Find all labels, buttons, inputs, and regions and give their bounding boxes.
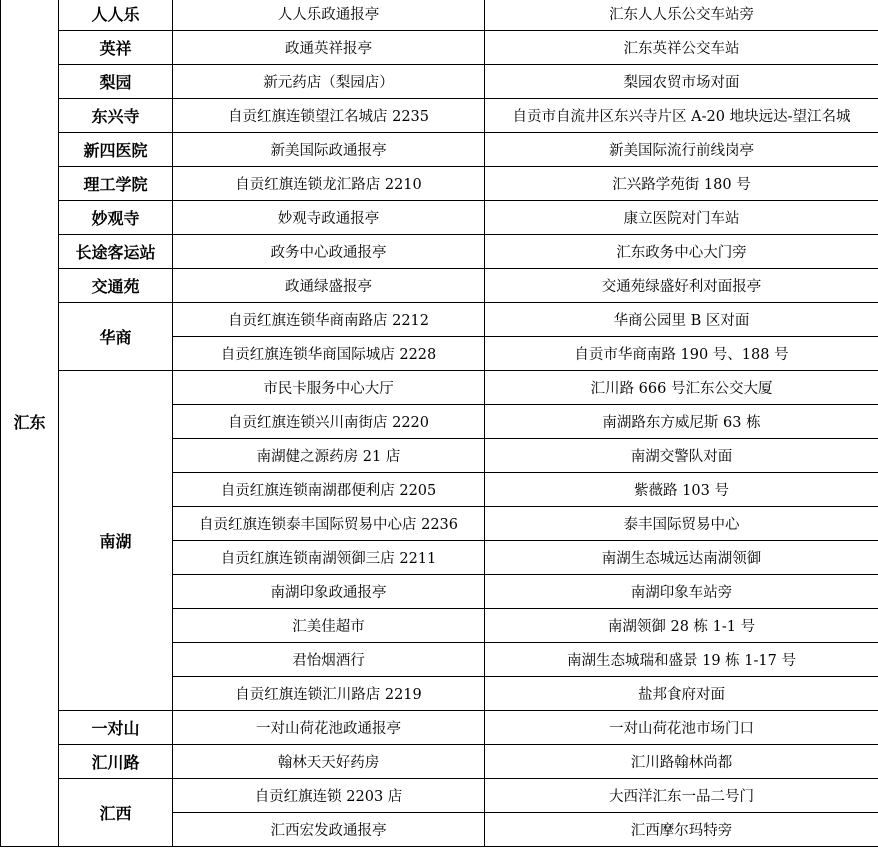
shop-cell: 自贡红旗连锁泰丰国际贸易中心店 2236 <box>173 507 485 541</box>
table-row <box>1 167 878 201</box>
area-cell: 长途客运站 <box>59 235 173 269</box>
table-row <box>1 779 878 813</box>
shop-cell: 自贡红旗连锁 2203 店 <box>173 779 485 813</box>
table-row <box>1 201 878 235</box>
table-row <box>1 235 878 269</box>
shop-cell: 政通英祥报亭 <box>173 31 485 65</box>
address-cell: 汇东政务中心大门旁 <box>485 235 878 269</box>
area-cell: 南湖 <box>59 371 173 711</box>
shop-cell: 人人乐政通报亭 <box>173 0 485 31</box>
outlet-table-body <box>1 0 878 847</box>
shop-cell: 自贡红旗连锁兴川南街店 2220 <box>173 405 485 439</box>
address-cell: 南湖生态城瑞和盛景 19 栋 1-17 号 <box>485 643 878 677</box>
area-cell: 交通苑 <box>59 269 173 303</box>
address-cell: 南湖印象车站旁 <box>485 575 878 609</box>
table-row <box>1 31 878 65</box>
address-cell: 汇东英祥公交车站 <box>485 31 878 65</box>
address-cell: 盐邦食府对面 <box>485 677 878 711</box>
table-row <box>1 0 878 31</box>
shop-cell: 市民卡服务中心大厅 <box>173 371 485 405</box>
shop-cell: 新美国际政通报亭 <box>173 133 485 167</box>
shop-cell: 自贡红旗连锁华商国际城店 2228 <box>173 337 485 371</box>
shop-cell: 汇美佳超市 <box>173 609 485 643</box>
table-row <box>1 269 878 303</box>
area-cell: 新四医院 <box>59 133 173 167</box>
address-cell: 汇兴路学苑街 180 号 <box>485 167 878 201</box>
shop-cell: 自贡红旗连锁汇川路店 2219 <box>173 677 485 711</box>
area-cell: 汇川路 <box>59 745 173 779</box>
shop-cell: 自贡红旗连锁华商南路店 2212 <box>173 303 485 337</box>
address-cell: 南湖领御 28 栋 1-1 号 <box>485 609 878 643</box>
area-cell: 梨园 <box>59 65 173 99</box>
table-row <box>1 133 878 167</box>
area-cell: 英祥 <box>59 31 173 65</box>
shop-cell: 翰林天天好药房 <box>173 745 485 779</box>
shop-cell: 自贡红旗连锁南湖郡便利店 2205 <box>173 473 485 507</box>
address-cell: 汇川路 666 号汇东公交大厦 <box>485 371 878 405</box>
address-cell: 自贡市华商南路 190 号、188 号 <box>485 337 878 371</box>
address-cell: 南湖交警队对面 <box>485 439 878 473</box>
table-row <box>1 65 878 99</box>
table-row <box>1 303 878 337</box>
address-cell: 泰丰国际贸易中心 <box>485 507 878 541</box>
address-cell: 新美国际流行前线岗亭 <box>485 133 878 167</box>
address-cell: 紫薇路 103 号 <box>485 473 878 507</box>
area-cell: 汇西 <box>59 779 173 847</box>
address-cell: 南湖路东方威尼斯 63 栋 <box>485 405 878 439</box>
address-cell: 汇川路翰林尚都 <box>485 745 878 779</box>
shop-cell: 君怡烟酒行 <box>173 643 485 677</box>
address-cell: 梨园农贸市场对面 <box>485 65 878 99</box>
area-cell: 东兴寺 <box>59 99 173 133</box>
address-cell: 交通苑绿盛好利对面报亭 <box>485 269 878 303</box>
table-row <box>1 371 878 405</box>
shop-cell: 汇西宏发政通报亭 <box>173 813 485 847</box>
area-cell: 华商 <box>59 303 173 371</box>
area-cell: 理工学院 <box>59 167 173 201</box>
address-cell: 南湖生态城远达南湖领御 <box>485 541 878 575</box>
table-row <box>1 745 878 779</box>
address-cell: 汇东人人乐公交车站旁 <box>485 0 878 31</box>
area-cell: 一对山 <box>59 711 173 745</box>
shop-cell: 妙观寺政通报亭 <box>173 201 485 235</box>
table-row <box>1 99 878 133</box>
shop-cell: 自贡红旗连锁南湖领御三店 2211 <box>173 541 485 575</box>
area-cell: 人人乐 <box>59 0 173 31</box>
shop-cell: 自贡红旗连锁望江名城店 2235 <box>173 99 485 133</box>
address-cell: 大西洋汇东一品二号门 <box>485 779 878 813</box>
shop-cell: 政通绿盛报亭 <box>173 269 485 303</box>
address-cell: 华商公园里 B 区对面 <box>485 303 878 337</box>
shop-cell: 新元药店（梨园店） <box>173 65 485 99</box>
table-row <box>1 711 878 745</box>
area-cell: 妙观寺 <box>59 201 173 235</box>
address-cell: 自贡市自流井区东兴寺片区 A-20 地块远达-望江名城 <box>485 99 878 133</box>
shop-cell: 政务中心政通报亭 <box>173 235 485 269</box>
shop-cell: 南湖印象政通报亭 <box>173 575 485 609</box>
address-cell: 汇西摩尔玛特旁 <box>485 813 878 847</box>
shop-cell: 南湖健之源药房 21 店 <box>173 439 485 473</box>
shop-cell: 一对山荷花池政通报亭 <box>173 711 485 745</box>
address-cell: 一对山荷花池市场门口 <box>485 711 878 745</box>
shop-cell: 自贡红旗连锁龙汇路店 2210 <box>173 167 485 201</box>
address-cell: 康立医院对门车站 <box>485 201 878 235</box>
district-cell: 汇东 <box>1 0 59 847</box>
